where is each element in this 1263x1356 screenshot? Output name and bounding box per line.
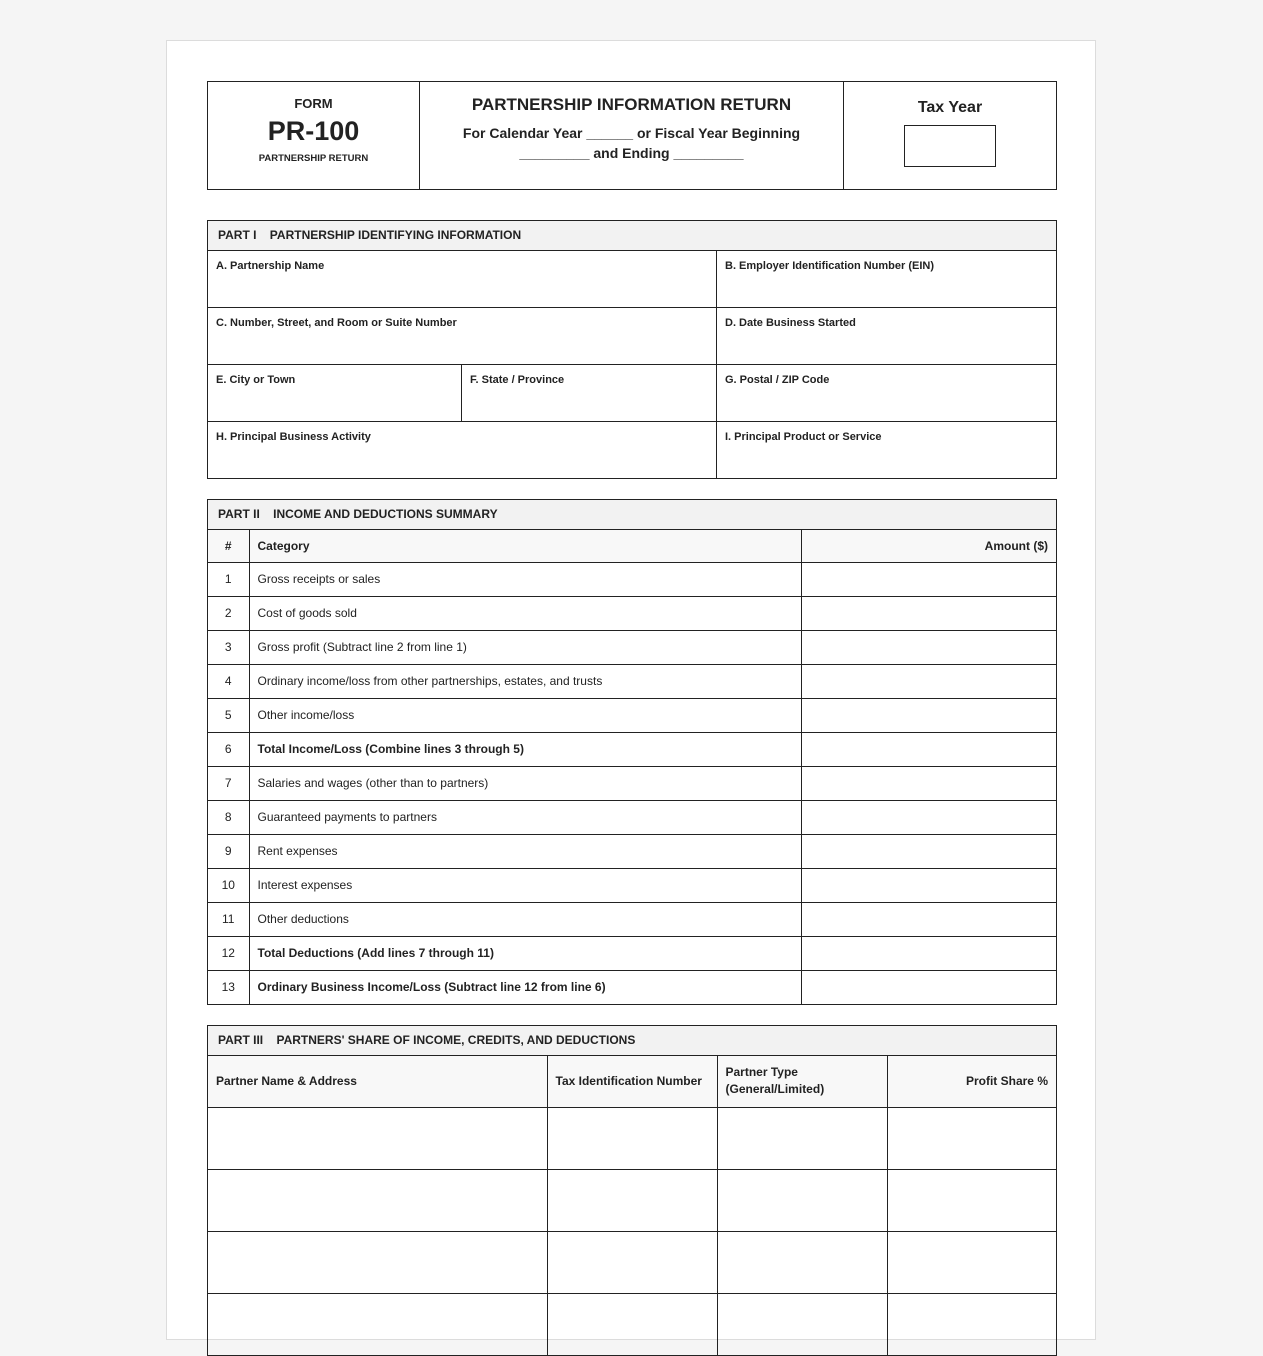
line-category: Ordinary income/loss from other partnerships, estates, and trusts [249,664,801,698]
col-header-profit-share: Profit Share % [887,1056,1056,1107]
tax-year-block [844,82,1056,189]
business-activity-field[interactable]: H. Principal Business Activity [208,422,717,478]
partner-name-field[interactable] [208,1107,547,1169]
part2-title: INCOME AND DEDUCTIONS SUMMARY [273,507,498,521]
table-row [208,1231,1056,1293]
part2-heading [208,500,1056,530]
part3-label: PART III [218,1033,264,1047]
line-number: 12 [208,936,249,970]
amount-field[interactable] [801,562,1056,596]
amount-field[interactable] [801,834,1056,868]
part3-heading [208,1026,1056,1056]
table-row [208,970,1056,1004]
amount-field[interactable] [801,596,1056,630]
part3-title: PARTNERS' SHARE OF INCOME, CREDITS, AND DEDUCTIONS [276,1033,636,1047]
table-row [208,664,1056,698]
col-header-amount: Amount ($) [801,530,1056,562]
amount-field[interactable] [801,766,1056,800]
col-header-tin: Tax Identification Number [547,1056,717,1107]
city-field[interactable]: E. City or Town [208,365,462,421]
form-page [166,40,1096,1340]
table-row [208,902,1056,936]
line-number: 4 [208,664,249,698]
postal-code-field[interactable]: G. Postal / ZIP Code [725,374,830,386]
form-content [207,81,1057,1356]
date-started-field[interactable]: D. Date Business Started [725,317,856,329]
tin-field[interactable] [547,1107,717,1169]
table-row [208,630,1056,664]
line-number: 13 [208,970,249,1004]
table-row [208,868,1056,902]
partner-type-field[interactable] [717,1169,887,1231]
table-row [208,732,1056,766]
part1-row-4 [208,422,1056,478]
line-category: Ordinary Business Income/Loss (Subtract line 12 from line 6) [249,970,801,1004]
part1-row-1 [208,251,1056,308]
part2-label: PART II [218,507,260,521]
line-number: 2 [208,596,249,630]
line-number: 1 [208,562,249,596]
form-number: PR-100 [267,116,360,146]
line-category: Guaranteed payments to partners [249,800,801,834]
table-row [208,766,1056,800]
tax-year-field[interactable] [904,125,996,167]
line-number: 11 [208,902,249,936]
form-subtitle: PARTNERSHIP RETURN [258,153,369,164]
amount-field[interactable] [801,664,1056,698]
line-category: Gross receipts or sales [249,562,801,596]
table-row [208,834,1056,868]
form-id-block [208,82,420,189]
partner-name-field[interactable] [208,1169,547,1231]
form-header [207,81,1057,190]
table-row [208,698,1056,732]
line-number: 8 [208,800,249,834]
part1-section [207,220,1057,479]
amount-field[interactable] [801,970,1056,1004]
col-header-partner-name: Partner Name & Address [208,1056,547,1107]
state-field[interactable]: F. State / Province [462,365,717,421]
part3-section [207,1025,1057,1356]
part1-heading [208,221,1056,251]
amount-field[interactable] [801,868,1056,902]
line-category: Rent expenses [249,834,801,868]
table-header-row [208,1056,1056,1107]
tin-field[interactable] [547,1169,717,1231]
line-category: Interest expenses [249,868,801,902]
col-header-partner-type [717,1056,887,1107]
line-category: Gross profit (Subtract line 2 from line 1) [249,630,801,664]
partnership-name-field[interactable]: A. Partnership Name [208,251,717,307]
partner-type-field[interactable] [717,1231,887,1293]
col-header-category: Category [249,530,801,562]
table-row [208,596,1056,630]
table-row [208,562,1056,596]
partners-table [208,1056,1056,1355]
table-row [208,800,1056,834]
ein-field[interactable]: B. Employer Identification Number (EIN) [725,260,935,272]
line-category: Salaries and wages (other than to partners) [249,766,801,800]
part1-title: PARTNERSHIP IDENTIFYING INFORMATION [269,228,522,242]
table-row [208,1107,1056,1169]
profit-share-field[interactable] [887,1107,1056,1169]
form-label: FORM [294,96,333,111]
partner-type-field[interactable] [717,1107,887,1169]
part2-section [207,499,1057,1005]
part1-row-2 [208,308,1056,365]
income-deductions-table [208,530,1056,1004]
form-title-block [420,82,844,189]
amount-field[interactable] [801,936,1056,970]
profit-share-field[interactable] [887,1293,1056,1355]
table-row [208,936,1056,970]
amount-field[interactable] [801,630,1056,664]
product-service-field[interactable]: I. Principal Product or Service [725,431,882,443]
tin-field[interactable] [547,1293,717,1355]
line-category: Total Income/Loss (Combine lines 3 through 5) [249,732,801,766]
partner-name-field[interactable] [208,1293,547,1355]
line-number: 6 [208,732,249,766]
line-number: 7 [208,766,249,800]
partner-type-field[interactable] [717,1293,887,1355]
form-title: PARTNERSHIP INFORMATION RETURN [471,95,792,114]
amount-field[interactable] [801,732,1056,766]
amount-field[interactable] [801,698,1056,732]
partner-name-field[interactable] [208,1231,547,1293]
line-category: Other income/loss [249,698,801,732]
profit-share-field[interactable] [887,1169,1056,1231]
line-category: Total Deductions (Add lines 7 through 11) [249,936,801,970]
partner-type-line1: Partner Type [725,1065,798,1080]
amount-field[interactable] [801,800,1056,834]
table-row [208,1169,1056,1231]
amount-field[interactable] [801,902,1056,936]
line-category: Cost of goods sold [249,596,801,630]
table-row [208,1293,1056,1355]
line-category: Other deductions [249,902,801,936]
line-number: 10 [208,868,249,902]
partner-type-line2: (General/Limited) [725,1082,825,1097]
part1-row-3 [208,365,1056,422]
line-number: 9 [208,834,249,868]
line-number: 3 [208,630,249,664]
street-address-field[interactable]: C. Number, Street, and Room or Suite Number [208,308,717,364]
tax-year-label: Tax Year [917,99,983,116]
tin-field[interactable] [547,1231,717,1293]
part1-label: PART I [218,228,257,242]
table-header-row [208,530,1056,562]
line-number: 5 [208,698,249,732]
col-header-num: # [208,530,249,562]
profit-share-field[interactable] [887,1231,1056,1293]
period-text: For Calendar Year ______ or Fiscal Year Beginning _________ and Ending _________ [462,125,801,161]
